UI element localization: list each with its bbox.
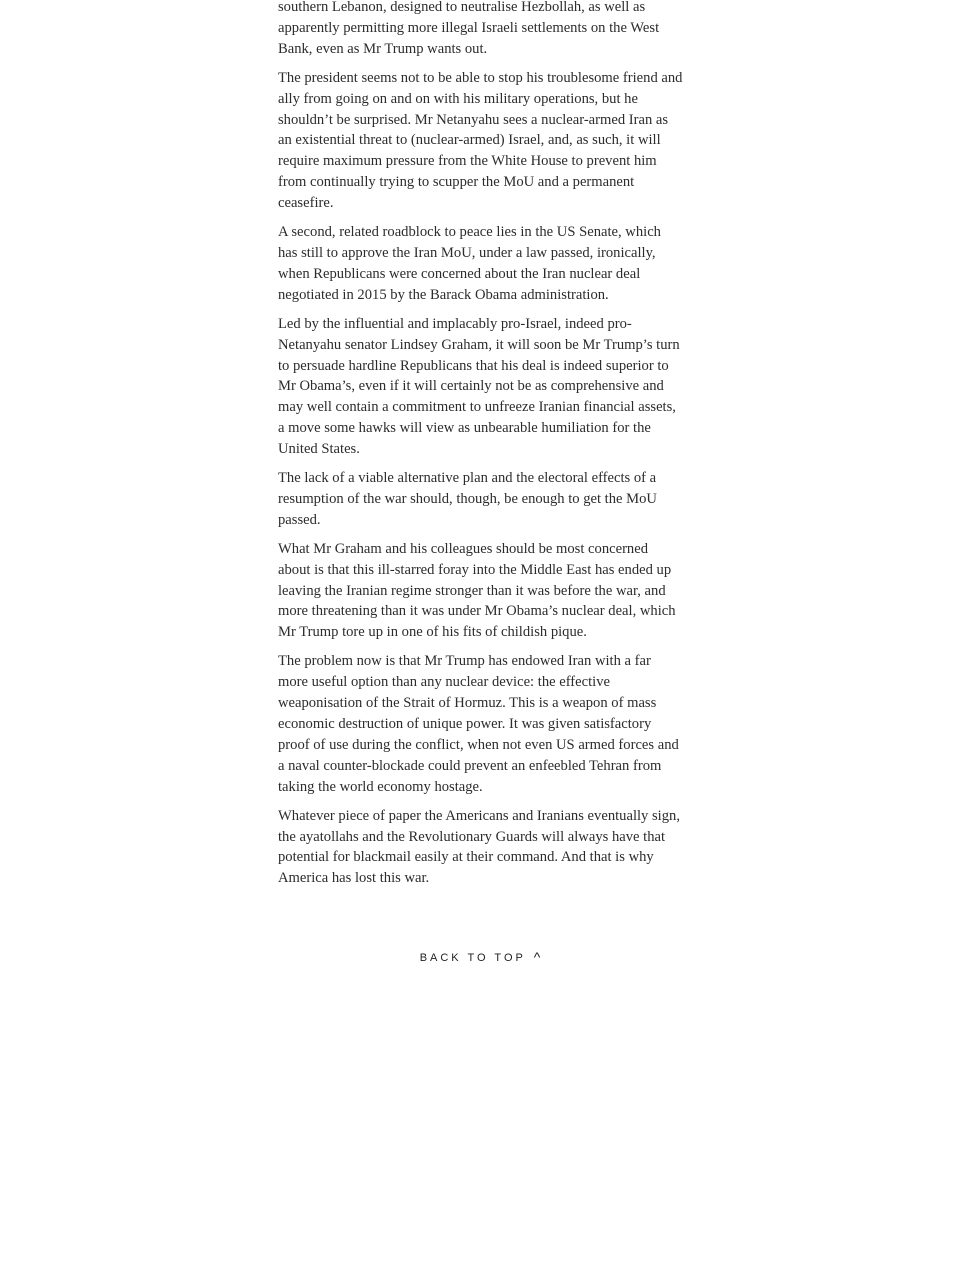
article-body xyxy=(278,0,684,897)
article-paragraph: A second, related roadblock to peace lies in the US Senate, which has still to approve the Iran MoU, under a law passed, ironically, when Republicans were concerned about the Iran nuclear deal negotiated in 2015 by the Barack Obama administration. xyxy=(278,224,661,303)
article-paragraph: The president seems not to be able to stop his troublesome friend and ally from going on and on with his military operations, but he shouldn’t be surprised. Mr Netanyahu sees a nuclear-armed Iran as an existential threat to (nuclear-armed) Israel, and, as such, it will require maximum pressure from the White House to prevent him from continually trying to scupper the MoU and a permanent ceasefire. xyxy=(278,69,683,212)
article-paragraph: The problem now is that Mr Trump has endowed Iran with a far more useful option than any nuclear device: the effective weaponisation of the Strait of Hormuz. This is a weapon of mass economic destruction of unique power. It was given satisfactory proof of use during the conflict, when not even US armed forces and a naval counter-blockade could prevent an enfeebled Tehran from taking the world economy hostage. xyxy=(278,653,679,795)
article-paragraph: southern Lebanon, designed to neutralise Hezbollah, as well as apparently permitting more illegal Israeli settlements on the West Bank, even as Mr Trump wants out. xyxy=(278,0,660,57)
back-to-top-link[interactable] xyxy=(0,948,960,964)
article-paragraph: The lack of a viable alternative plan and the electoral effects of a resumption of the war should, though, be enough to get the MoU passed. xyxy=(278,470,657,528)
article-paragraph: What Mr Graham and his colleagues should be most concerned about is that this ill-starred foray into the Middle East has ended up leaving the Iranian regime stronger than it was before the war, and more threatening than it was under Mr Obama’s nuclear deal, which Mr Trump tore up in one of his fits of childish pique. xyxy=(278,540,676,641)
caret-up-icon: ^ xyxy=(533,949,541,965)
back-to-top-label: BACK TO TOP xyxy=(419,952,526,964)
article-paragraph: Led by the influential and implacably pro-Israel, indeed pro-Netanyahu senator Lindsey Graham, it will soon be Mr Trump’s turn to persuade hardline Republicans that his deal is indeed superior to Mr Obama’s, even if it will certainly not be as comprehensive and may well contain a commitment to unfreeze Iranian financial assets, a move some hawks will view as unbearable humiliation for the United States. xyxy=(278,315,680,458)
article-paragraph: Whatever piece of paper the Americans and Iranians eventually sign, the ayatollahs and the Revolutionary Guards will always have that potential for blackmail easily at their command. And that is why America has lost this war. xyxy=(278,807,680,887)
